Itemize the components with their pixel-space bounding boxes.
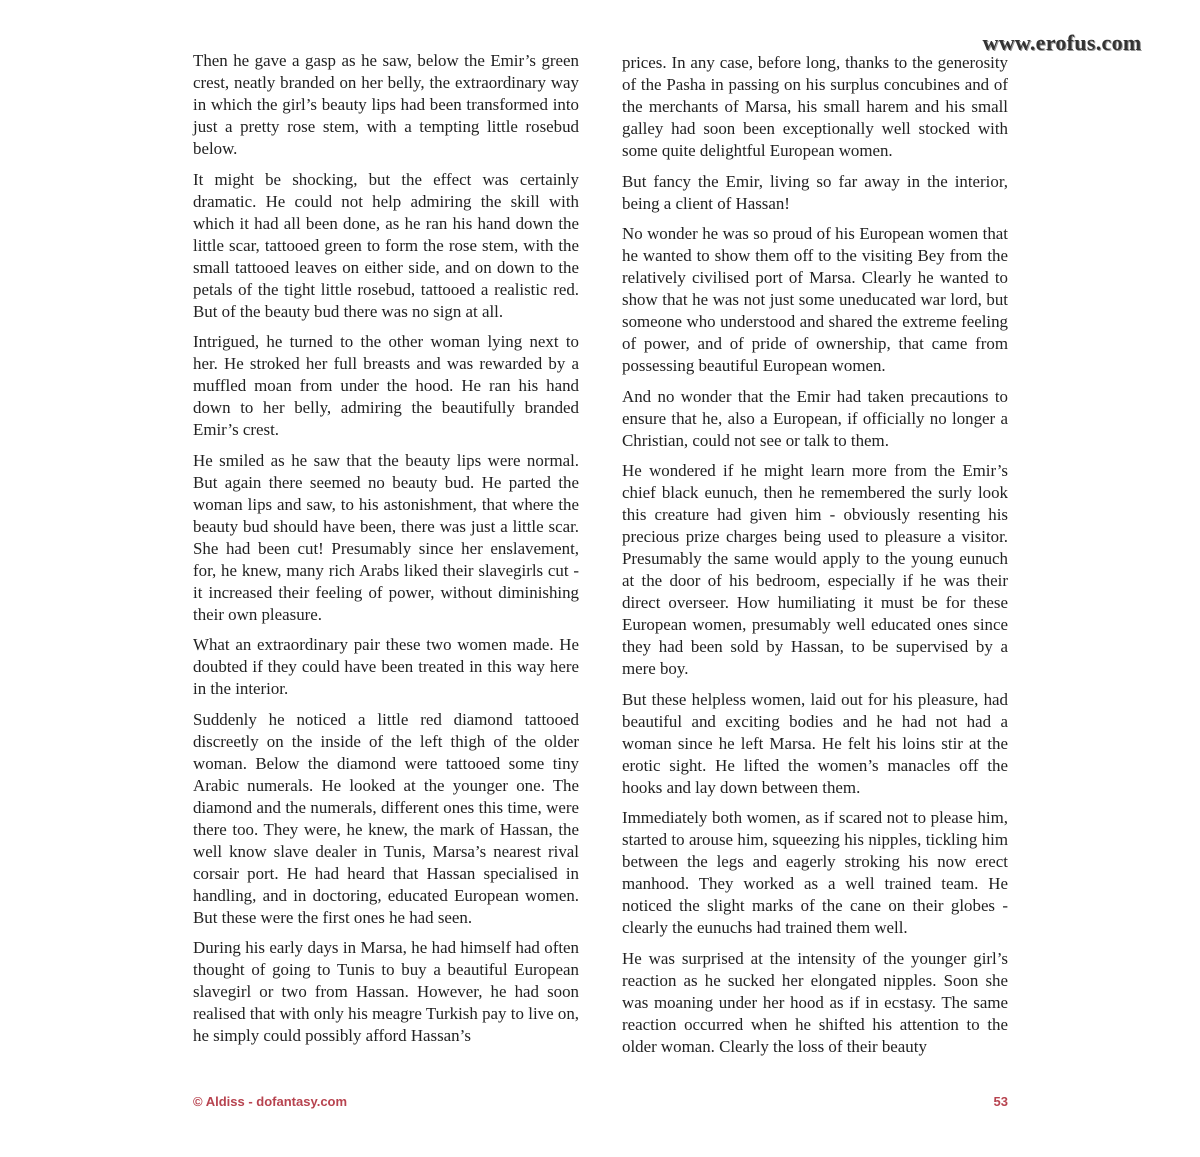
- paragraph: During his early days in Marsa, he had himself had often thought of going to Tunis to buy a beautiful European slavegirl or two from Hassan. However, he had soon realised that with only his meagre Turkish pay to live on, he simply could possibly afford Hassan’s: [193, 938, 579, 1045]
- paragraph: Then he gave a gasp as he saw, below the Emir’s green crest, neatly branded on her belly, the extraordinary way in which the girl’s beauty lips had been transformed into just a pretty rose stem, with a tempting little rosebud below.: [193, 51, 579, 158]
- paragraph: Immediately both women, as if scared not to please him, started to arouse him, squeezing his nipples, tickling him between the legs and eagerly stroking his now erect manhood. They worked as a well trained team. He noticed the slight marks of the cane on their globes - clearly the eunuchs had trained them well.: [622, 808, 1008, 937]
- watermark: www.erofus.com: [952, 30, 1172, 56]
- footer-credit: © Aldiss - dofantasy.com: [193, 1094, 348, 1109]
- paragraph: And no wonder that the Emir had taken precautions to ensure that he, also a European, if officially no longer a Christian, could not see or talk to them.: [622, 386, 1008, 450]
- page-number: 53: [993, 1094, 1008, 1109]
- left-text-column: [193, 50, 579, 1056]
- paragraph: He wondered if he might learn more from the Emir’s chief black eunuch, then he remembered the surly look this creature had given him - obviously resenting his precious prize charges being used to pleasure a visitor. Presumably the same would apply to the young eunuch at the door of his bedroom, especially if he was their direct overseer. How humiliating it must be for these European women, presumably well educated ones since they had been sold by Hassan, to be supervised by a mere boy.: [622, 461, 1008, 678]
- paragraph: It might be shocking, but the effect was certainly dramatic. He could not help admiring the skill with which it had all been done, as he ran his hand down the little scar, tattooed green to form the rose stem, with the small tattooed leaves on either side, and on down to the petals of the tight little rosebud, tattooed a realistic red. But of the beauty bud there was no sign at all.: [193, 169, 579, 321]
- paragraph: He smiled as he saw that the beauty lips were normal. But again there seemed no beauty bud. He parted the woman lips and saw, to his astonishment, that where the beauty bud should have been, there was just a little scar. She had been cut! Presumably since her enslavement, for, he knew, many rich Arabs liked their slavegirls cut - it increased their feeling of power, without diminishing their own pleasure.: [193, 450, 579, 624]
- paragraph: What an extraordinary pair these two women made. He doubted if they could have been treated in this way here in the interior.: [193, 635, 579, 698]
- paragraph: No wonder he was so proud of his European women that he wanted to show them off to the visiting Bey from the relatively civilised port of Marsa. Clearly he wanted to show that he was not just some uneducated war lord, but someone who understood and shared the extreme feeling of power, and of pride of ownership, that came from possessing beautiful European women.: [622, 224, 1008, 375]
- paragraph: prices. In any case, before long, thanks to the generosity of the Pasha in passing on his surplus concubines and of the merchants of Marsa, his small harem and his small galley had soon been exceptionally well stocked with some quite delightful European women.: [622, 53, 1008, 160]
- paragraph: Suddenly he noticed a little red diamond tattooed discreetly on the inside of the left thigh of the older woman. Below the diamond were tattooed some tiny Arabic numerals. He looked at the younger one. The diamond and the numerals, different ones this time, were there too. They were, he knew, the mark of Hassan, the well know slave dealer in Tunis, Marsa’s nearest rival corsair port. He had heard that Hassan specialised in handling, and in doctoring, educated European women. But these were the first ones he had seen.: [193, 709, 579, 927]
- paragraph: But fancy the Emir, living so far away in the interior, being a client of Hassan!: [622, 171, 1008, 213]
- paragraph: But these helpless women, laid out for his pleasure, had beautiful and exciting bodies and he had not had a woman since he left Marsa. He felt his loins stir at the erotic sight. He lifted the women’s manacles off the hooks and lay down between them.: [622, 689, 1008, 797]
- right-text-column: [622, 52, 1008, 1066]
- paragraph: Intrigued, he turned to the other woman lying next to her. He stroked her full breasts and was rewarded by a muffled moan from under the hood. He ran his hand down to her belly, admiring the beautifully branded Emir’s crest.: [193, 332, 579, 439]
- paragraph: He was surprised at the intensity of the younger girl’s reaction as he sucked her elongated nipples. Soon she was moaning under her hood as if in ecstasy. The same reaction occurred when he shifted his attention to the older woman. Clearly the loss of their beauty: [622, 948, 1008, 1056]
